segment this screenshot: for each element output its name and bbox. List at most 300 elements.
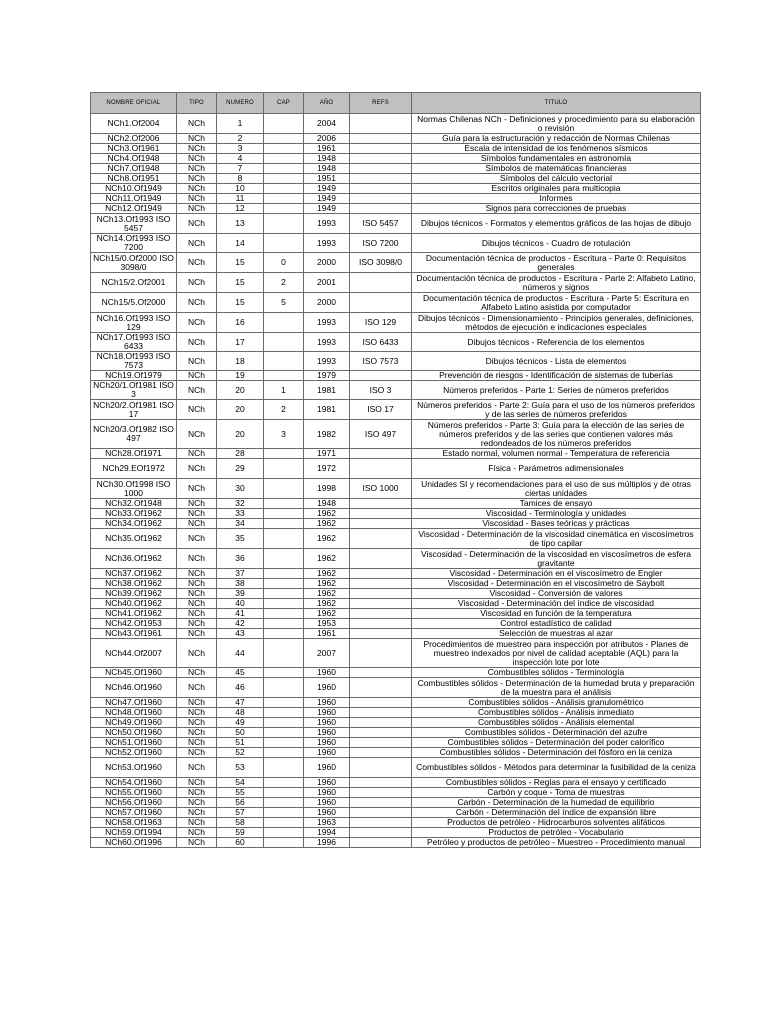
- cell-titulo: Combustibles sólidos - Reglas para el ensayo y certificado: [412, 778, 701, 788]
- table-row: [91, 154, 701, 164]
- cell-cap: [264, 788, 304, 798]
- cell-refs: ISO 1000: [350, 479, 412, 499]
- table-row: [91, 609, 701, 619]
- table-row: [91, 184, 701, 194]
- cell-nombre-oficial: NCh20/1.Of1981 ISO 3: [91, 381, 177, 400]
- cell-titulo: Dibujos técnicos - Formatos y elementos gráficos de las hojas de dibujo: [412, 214, 701, 234]
- cell-tipo: NCh: [177, 144, 217, 154]
- cell-nombre-oficial: NCh58.Of1963: [91, 818, 177, 828]
- cell-nombre-oficial: NCh34.Of1962: [91, 519, 177, 529]
- table-row: [91, 509, 701, 519]
- table-row: [91, 333, 701, 352]
- cell-anio: 1979: [304, 371, 350, 381]
- table-row: [91, 114, 701, 134]
- cell-numero: 47: [217, 698, 264, 708]
- cell-cap: [264, 549, 304, 569]
- cell-nombre-oficial: NCh15/2.Of2001: [91, 273, 177, 293]
- cell-cap: [264, 798, 304, 808]
- cell-titulo: Control estadístico de calidad: [412, 619, 701, 629]
- cell-nombre-oficial: NCh56.Of1960: [91, 798, 177, 808]
- cell-anio: 1960: [304, 738, 350, 748]
- cell-nombre-oficial: NCh44.Of2007: [91, 639, 177, 668]
- table-row: [91, 134, 701, 144]
- table-row: [91, 273, 701, 293]
- cell-numero: 15: [217, 273, 264, 293]
- cell-refs: [350, 748, 412, 758]
- cell-refs: ISO 6433: [350, 333, 412, 352]
- table-row: [91, 818, 701, 828]
- cell-refs: [350, 838, 412, 848]
- table-row: [91, 194, 701, 204]
- cell-cap: [264, 499, 304, 509]
- cell-anio: 1948: [304, 499, 350, 509]
- cell-nombre-oficial: NCh40.Of1962: [91, 599, 177, 609]
- cell-anio: 1949: [304, 184, 350, 194]
- cell-anio: 1960: [304, 808, 350, 818]
- header-numero: NUMERO: [217, 93, 264, 114]
- cell-tipo: NCh: [177, 234, 217, 253]
- cell-anio: 1961: [304, 144, 350, 154]
- cell-cap: [264, 519, 304, 529]
- cell-numero: 38: [217, 579, 264, 589]
- cell-anio: 1948: [304, 164, 350, 174]
- cell-tipo: NCh: [177, 134, 217, 144]
- cell-numero: 20: [217, 420, 264, 449]
- cell-numero: 8: [217, 174, 264, 184]
- cell-anio: 1993: [304, 234, 350, 253]
- cell-numero: 46: [217, 678, 264, 698]
- cell-cap: [264, 678, 304, 698]
- cell-cap: [264, 668, 304, 678]
- cell-tipo: NCh: [177, 184, 217, 194]
- cell-titulo: Documentación técnica de productos - Escritura - Parte 0: Requisitos generales: [412, 253, 701, 273]
- cell-anio: 1993: [304, 214, 350, 234]
- cell-titulo: Unidades SI y recomendaciones para el uso de sus múltiplos y de otras ciertas unidades: [412, 479, 701, 499]
- cell-titulo: Escritos originales para multicopia: [412, 184, 701, 194]
- cell-anio: 1960: [304, 798, 350, 808]
- table-row: [91, 529, 701, 549]
- cell-tipo: NCh: [177, 758, 217, 778]
- cell-tipo: NCh: [177, 718, 217, 728]
- cell-anio: 1962: [304, 579, 350, 589]
- table-row: [91, 838, 701, 848]
- cell-nombre-oficial: NCh19.Of1979: [91, 371, 177, 381]
- cell-numero: 43: [217, 629, 264, 639]
- cell-anio: 1962: [304, 589, 350, 599]
- cell-tipo: NCh: [177, 214, 217, 234]
- cell-cap: [264, 629, 304, 639]
- cell-numero: 36: [217, 549, 264, 569]
- cell-titulo: Prevención de riesgos - Identificación de sistemas de tuberías: [412, 371, 701, 381]
- cell-nombre-oficial: NCh55.Of1960: [91, 788, 177, 798]
- table-row: [91, 499, 701, 509]
- cell-cap: [264, 569, 304, 579]
- cell-nombre-oficial: NCh39.Of1962: [91, 589, 177, 599]
- header-titulo: TITULO: [412, 93, 701, 114]
- cell-nombre-oficial: NCh52.Of1960: [91, 748, 177, 758]
- cell-titulo: Procedimientos de muestreo para inspección por atributos - Planes de muestreo indexados por nivel de calidad aceptable (AQL) para la inspección lote por lote: [412, 639, 701, 668]
- cell-refs: [350, 273, 412, 293]
- table-row: [91, 144, 701, 154]
- header-anio: AÑO: [304, 93, 350, 114]
- cell-titulo: Escala de intensidad de los fenómenos sísmicos: [412, 144, 701, 154]
- cell-titulo: Viscosidad - Determinación en el viscosímetro de Engler: [412, 569, 701, 579]
- table-row: [91, 579, 701, 589]
- cell-nombre-oficial: NCh29.EOf1972: [91, 459, 177, 479]
- cell-cap: [264, 204, 304, 214]
- cell-numero: 55: [217, 788, 264, 798]
- cell-cap: [264, 313, 304, 333]
- cell-cap: [264, 214, 304, 234]
- cell-tipo: NCh: [177, 629, 217, 639]
- cell-titulo: Combustibles sólidos - Determinación de la humedad bruta y preparación de la muestra para el análisis: [412, 678, 701, 698]
- header-row: [91, 93, 701, 114]
- cell-numero: 50: [217, 728, 264, 738]
- cell-cap: [264, 449, 304, 459]
- cell-refs: [350, 758, 412, 778]
- cell-titulo: Combustibles sólidos - Determinación del fósforo en la ceniza: [412, 748, 701, 758]
- cell-anio: 1949: [304, 204, 350, 214]
- header-cap: CAP: [264, 93, 304, 114]
- cell-anio: 1960: [304, 758, 350, 778]
- cell-tipo: NCh: [177, 194, 217, 204]
- cell-refs: [350, 184, 412, 194]
- cell-titulo: Combustibles sólidos - Determinación del azufre: [412, 728, 701, 738]
- cell-anio: 2001: [304, 273, 350, 293]
- cell-titulo: Viscosidad - Determinación en el viscosímetro de Saybolt: [412, 579, 701, 589]
- cell-tipo: NCh: [177, 818, 217, 828]
- cell-refs: [350, 579, 412, 589]
- cell-tipo: NCh: [177, 748, 217, 758]
- cell-anio: 1953: [304, 619, 350, 629]
- cell-tipo: NCh: [177, 579, 217, 589]
- cell-cap: 2: [264, 273, 304, 293]
- cell-titulo: Combustibles sólidos - Análisis inmediato: [412, 708, 701, 718]
- table-row: [91, 253, 701, 273]
- cell-tipo: NCh: [177, 479, 217, 499]
- cell-anio: 2006: [304, 134, 350, 144]
- cell-nombre-oficial: NCh59.Of1994: [91, 828, 177, 838]
- cell-tipo: NCh: [177, 589, 217, 599]
- table-row: [91, 174, 701, 184]
- cell-tipo: NCh: [177, 333, 217, 352]
- cell-cap: [264, 748, 304, 758]
- table-row: [91, 313, 701, 333]
- cell-numero: 17: [217, 333, 264, 352]
- table-row: [91, 371, 701, 381]
- cell-refs: [350, 718, 412, 728]
- cell-numero: 52: [217, 748, 264, 758]
- cell-refs: ISO 17: [350, 400, 412, 420]
- cell-titulo: Símbolos fundamentales en astronomía: [412, 154, 701, 164]
- cell-numero: 29: [217, 459, 264, 479]
- cell-cap: [264, 154, 304, 164]
- cell-numero: 13: [217, 214, 264, 234]
- table-row: [91, 293, 701, 313]
- cell-cap: [264, 718, 304, 728]
- cell-cap: [264, 838, 304, 848]
- table-row: [91, 400, 701, 420]
- cell-cap: [264, 619, 304, 629]
- cell-cap: [264, 352, 304, 371]
- cell-anio: 2000: [304, 253, 350, 273]
- table-row: [91, 678, 701, 698]
- cell-numero: 35: [217, 529, 264, 549]
- table-row: [91, 164, 701, 174]
- cell-refs: [350, 698, 412, 708]
- cell-tipo: NCh: [177, 808, 217, 818]
- cell-numero: 57: [217, 808, 264, 818]
- cell-anio: 2007: [304, 639, 350, 668]
- cell-nombre-oficial: NCh54.Of1960: [91, 778, 177, 788]
- cell-anio: 1971: [304, 449, 350, 459]
- cell-titulo: Viscosidad - Terminología y unidades: [412, 509, 701, 519]
- cell-refs: [350, 808, 412, 818]
- cell-anio: 1962: [304, 549, 350, 569]
- cell-titulo: Productos de petróleo - Hidrocarburos solventes alifáticos: [412, 818, 701, 828]
- cell-anio: 1962: [304, 529, 350, 549]
- table-row: [91, 352, 701, 371]
- table-row: [91, 204, 701, 214]
- cell-titulo: Combustibles sólidos - Análisis elemental: [412, 718, 701, 728]
- cell-cap: [264, 778, 304, 788]
- cell-tipo: NCh: [177, 708, 217, 718]
- cell-tipo: NCh: [177, 619, 217, 629]
- cell-cap: [264, 333, 304, 352]
- cell-nombre-oficial: NCh20/3.Of1982 ISO 497: [91, 420, 177, 449]
- cell-anio: 1962: [304, 569, 350, 579]
- cell-numero: 39: [217, 589, 264, 599]
- cell-anio: 1960: [304, 698, 350, 708]
- cell-refs: [350, 499, 412, 509]
- cell-refs: [350, 549, 412, 569]
- cell-numero: 49: [217, 718, 264, 728]
- cell-refs: [350, 619, 412, 629]
- cell-numero: 41: [217, 609, 264, 619]
- cell-numero: 45: [217, 668, 264, 678]
- cell-nombre-oficial: NCh36.Of1962: [91, 549, 177, 569]
- cell-titulo: Viscosidad - Determinación de la viscosidad cinemática en viscosímetros de tipo capilar: [412, 529, 701, 549]
- cell-nombre-oficial: NCh48.Of1960: [91, 708, 177, 718]
- header-tipo: TIPO: [177, 93, 217, 114]
- cell-titulo: Dibujos técnicos - Referencia de los elementos: [412, 333, 701, 352]
- cell-nombre-oficial: NCh49.Of1960: [91, 718, 177, 728]
- cell-tipo: NCh: [177, 788, 217, 798]
- cell-refs: [350, 738, 412, 748]
- cell-tipo: NCh: [177, 371, 217, 381]
- cell-nombre-oficial: NCh8.Of1951: [91, 174, 177, 184]
- cell-tipo: NCh: [177, 599, 217, 609]
- table-row: [91, 798, 701, 808]
- cell-anio: 1962: [304, 519, 350, 529]
- cell-refs: [350, 371, 412, 381]
- cell-nombre-oficial: NCh43.Of1961: [91, 629, 177, 639]
- cell-numero: 51: [217, 738, 264, 748]
- cell-anio: 1962: [304, 599, 350, 609]
- cell-titulo: Combustibles sólidos - Terminología: [412, 668, 701, 678]
- cell-nombre-oficial: NCh28.Of1971: [91, 449, 177, 459]
- cell-tipo: NCh: [177, 529, 217, 549]
- cell-titulo: Estado normal, volumen normal - Temperatura de referencia: [412, 449, 701, 459]
- cell-refs: [350, 708, 412, 718]
- cell-anio: 1993: [304, 313, 350, 333]
- table-body: [91, 114, 701, 848]
- cell-nombre-oficial: NCh11.Of1949: [91, 194, 177, 204]
- cell-anio: 1960: [304, 788, 350, 798]
- cell-cap: [264, 164, 304, 174]
- cell-nombre-oficial: NCh17.Of1993 ISO 6433: [91, 333, 177, 352]
- cell-cap: [264, 184, 304, 194]
- cell-numero: 20: [217, 400, 264, 420]
- table-row: [91, 808, 701, 818]
- cell-titulo: Números preferidos - Parte 1: Series de números preferidos: [412, 381, 701, 400]
- cell-numero: 18: [217, 352, 264, 371]
- cell-anio: 1960: [304, 668, 350, 678]
- cell-refs: ISO 7573: [350, 352, 412, 371]
- cell-nombre-oficial: NCh50.Of1960: [91, 728, 177, 738]
- cell-titulo: Carbón - Determinación de la humedad de equilibrio: [412, 798, 701, 808]
- cell-tipo: NCh: [177, 164, 217, 174]
- cell-nombre-oficial: NCh18.Of1993 ISO 7573: [91, 352, 177, 371]
- cell-titulo: Combustibles sólidos - Determinación del poder calorífico: [412, 738, 701, 748]
- cell-cap: [264, 459, 304, 479]
- cell-numero: 44: [217, 639, 264, 668]
- cell-titulo: Carbón - Determinación del índice de expansión libre: [412, 808, 701, 818]
- table-row: [91, 788, 701, 798]
- cell-anio: 1960: [304, 708, 350, 718]
- cell-cap: 5: [264, 293, 304, 313]
- cell-nombre-oficial: NCh12.Of1949: [91, 204, 177, 214]
- cell-refs: ISO 129: [350, 313, 412, 333]
- cell-nombre-oficial: NCh7.Of1948: [91, 164, 177, 174]
- cell-nombre-oficial: NCh15/0.Of2000 ISO 3098/0: [91, 253, 177, 273]
- table-row: [91, 619, 701, 629]
- cell-titulo: Tamices de ensayo: [412, 499, 701, 509]
- table-row: [91, 381, 701, 400]
- table-row: [91, 420, 701, 449]
- cell-numero: 15: [217, 253, 264, 273]
- standards-table: [90, 92, 701, 848]
- cell-numero: 56: [217, 798, 264, 808]
- header-refs: REFS: [350, 93, 412, 114]
- cell-numero: 16: [217, 313, 264, 333]
- cell-refs: ISO 7200: [350, 234, 412, 253]
- cell-anio: 1981: [304, 400, 350, 420]
- cell-cap: [264, 114, 304, 134]
- cell-nombre-oficial: NCh13.Of1993 ISO 5457: [91, 214, 177, 234]
- cell-numero: 19: [217, 371, 264, 381]
- cell-numero: 1: [217, 114, 264, 134]
- table-row: [91, 479, 701, 499]
- table-row: [91, 449, 701, 459]
- cell-tipo: NCh: [177, 459, 217, 479]
- cell-tipo: NCh: [177, 420, 217, 449]
- cell-numero: 2: [217, 134, 264, 144]
- cell-nombre-oficial: NCh1.Of2004: [91, 114, 177, 134]
- cell-numero: 54: [217, 778, 264, 788]
- cell-anio: 1960: [304, 728, 350, 738]
- cell-tipo: NCh: [177, 639, 217, 668]
- cell-cap: [264, 808, 304, 818]
- cell-titulo: Combustibles sólidos - Métodos para determinar la fusibilidad de la ceniza: [412, 758, 701, 778]
- cell-cap: [264, 134, 304, 144]
- cell-titulo: Viscosidad - Determinación de la viscosidad en viscosímetros de esfera gravitante: [412, 549, 701, 569]
- cell-refs: [350, 134, 412, 144]
- table-row: [91, 549, 701, 569]
- cell-titulo: Símbolos de matemáticas financieras: [412, 164, 701, 174]
- cell-anio: 2004: [304, 114, 350, 134]
- cell-nombre-oficial: NCh30.Of1998 ISO 1000: [91, 479, 177, 499]
- cell-nombre-oficial: NCh45.Of1960: [91, 668, 177, 678]
- cell-refs: [350, 668, 412, 678]
- table-row: [91, 708, 701, 718]
- cell-anio: 1960: [304, 718, 350, 728]
- table-row: [91, 698, 701, 708]
- cell-numero: 11: [217, 194, 264, 204]
- cell-cap: [264, 174, 304, 184]
- cell-tipo: NCh: [177, 838, 217, 848]
- cell-cap: [264, 639, 304, 668]
- cell-titulo: Números preferidos - Parte 2: Guía para el uso de los números preferidos y de las series de números preferidos: [412, 400, 701, 420]
- cell-cap: [264, 818, 304, 828]
- cell-numero: 28: [217, 449, 264, 459]
- cell-refs: [350, 828, 412, 838]
- cell-cap: 3: [264, 420, 304, 449]
- cell-cap: [264, 609, 304, 619]
- cell-tipo: NCh: [177, 114, 217, 134]
- cell-cap: [264, 579, 304, 589]
- cell-tipo: NCh: [177, 293, 217, 313]
- table-row: [91, 569, 701, 579]
- cell-cap: 1: [264, 381, 304, 400]
- cell-nombre-oficial: NCh47.Of1960: [91, 698, 177, 708]
- cell-refs: [350, 678, 412, 698]
- table-row: [91, 519, 701, 529]
- cell-tipo: NCh: [177, 313, 217, 333]
- cell-refs: [350, 293, 412, 313]
- cell-numero: 10: [217, 184, 264, 194]
- cell-refs: [350, 164, 412, 174]
- cell-nombre-oficial: NCh46.Of1960: [91, 678, 177, 698]
- cell-nombre-oficial: NCh38.Of1962: [91, 579, 177, 589]
- cell-tipo: NCh: [177, 678, 217, 698]
- cell-anio: 1960: [304, 778, 350, 788]
- cell-nombre-oficial: NCh14.Of1993 ISO 7200: [91, 234, 177, 253]
- cell-refs: [350, 818, 412, 828]
- cell-cap: [264, 758, 304, 778]
- cell-tipo: NCh: [177, 609, 217, 619]
- cell-numero: 58: [217, 818, 264, 828]
- cell-refs: [350, 154, 412, 164]
- cell-tipo: NCh: [177, 449, 217, 459]
- cell-tipo: NCh: [177, 253, 217, 273]
- cell-numero: 15: [217, 293, 264, 313]
- cell-anio: 1993: [304, 352, 350, 371]
- cell-cap: [264, 728, 304, 738]
- table-row: [91, 758, 701, 778]
- cell-refs: ISO 3098/0: [350, 253, 412, 273]
- cell-numero: 37: [217, 569, 264, 579]
- cell-tipo: NCh: [177, 381, 217, 400]
- cell-tipo: NCh: [177, 549, 217, 569]
- table-row: [91, 748, 701, 758]
- cell-tipo: NCh: [177, 668, 217, 678]
- cell-numero: 40: [217, 599, 264, 609]
- table-row: [91, 214, 701, 234]
- cell-titulo: Signos para correcciones de pruebas: [412, 204, 701, 214]
- cell-refs: [350, 639, 412, 668]
- table-row: [91, 589, 701, 599]
